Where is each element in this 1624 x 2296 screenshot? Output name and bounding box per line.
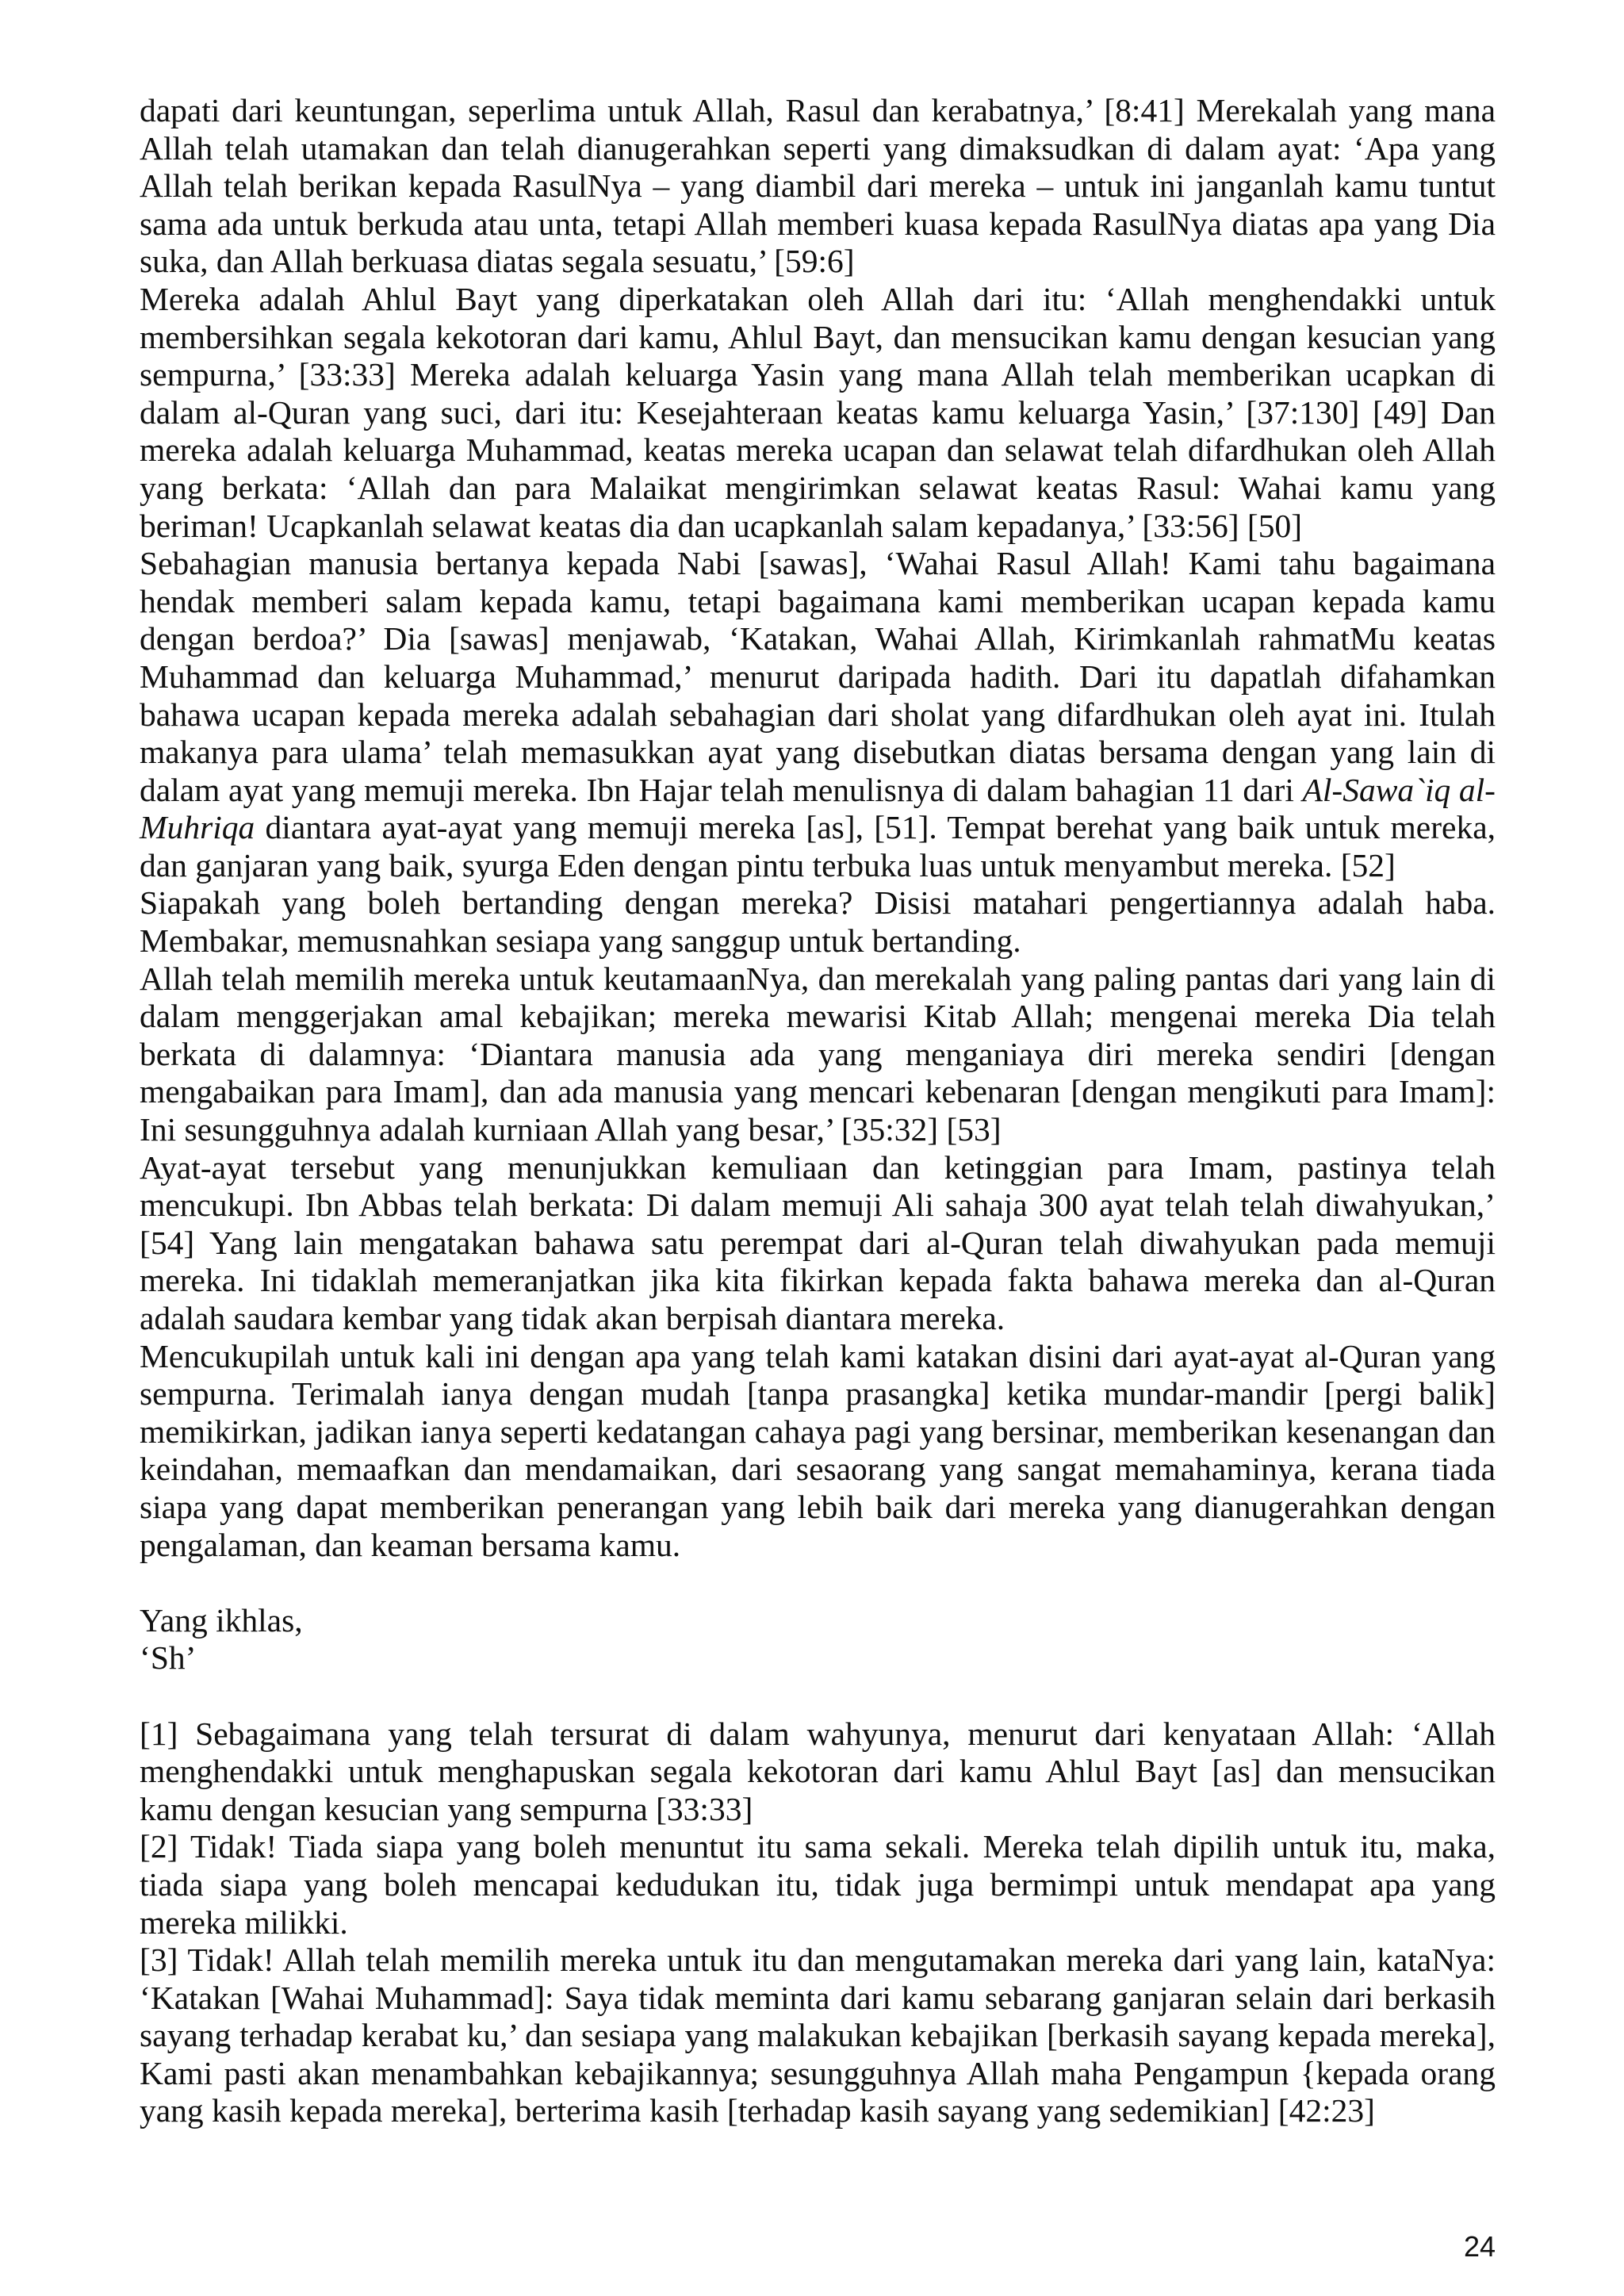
body-paragraph: dapati dari keuntungan, seperlima untuk Allah, Rasul dan kerabatnya,’ [8:41] Merekalah yang mana Allah telah utamakan dan telah dianugerahkan seperti yang dimaksudkan di dalam ayat: ‘Apa yang Allah telah berikan kepada RasulNya – yang diambil dari mereka – untuk ini janganlah kamu tuntut sama ada untuk berkuda atau unta, tetapi Allah memberi kuasa kepada RasulNya diatas apa yang Dia suka, dan Allah berkuasa diatas segala sesuatu,’ [59:6]: [140, 92, 1496, 280]
body-paragraph: Siapakah yang boleh bertanding dengan mereka? Disisi matahari pengertiannya adalah haba. Membakar, memusnahkan sesiapa yang sanggup untuk bertanding.: [140, 884, 1496, 960]
body-paragraph: Mencukupilah untuk kali ini dengan apa yang telah kami katakan disini dari ayat-ayat al-Quran yang sempurna. Terimalah ianya dengan mudah [tanpa prasangka] ketika mundar-mandir [pergi balik] memikirkan, jadikan ianya seperti kedatangan cahaya pagi yang bersinar, memberikan kesenangan dan keindahan, memaafkan dan mendamaikan, dari sesaorang yang sangat memahaminya, kerana tiada siapa yang dapat memberikan penerangan yang lebih baik dari mereka yang dianugerahkan dengan pengalaman, dan keaman bersama kamu.: [140, 1337, 1496, 1563]
book-title: Al-Sawa`iq al-Muhriqa: [140, 771, 1496, 846]
page-number: 24: [1463, 2230, 1496, 2263]
body-paragraph: Ayat-ayat tersebut yang menunjukkan kemuliaan dan ketinggian para Imam, pastinya telah mencukupi. Ibn Abbas telah berkata: Di dalam memuji Ali sahaja 300 ayat telah telah diwahyukan,’ [54] Yang lain mengatakan bahawa satu perempat dari al-Quran telah diwahyukan pada memuji mereka. Ini tidaklah memeranjatkan jika kita fikirkan kepada fakta bahawa mereka dan al-Quran adalah saudara kembar yang tidak akan berpisah diantara mereka.: [140, 1148, 1496, 1336]
footnote: [3] Tidak! Allah telah memilih mereka untuk itu dan mengutamakan mereka dari yang lain, kataNya: ‘Katakan [Wahai Muhammad]: Saya tidak meminta dari kamu sebarang ganjaran selain dari berkasih sayang terhadap kerabat ku,’ dan sesiapa yang malakukan kebajikan [berkasih sayang kepada mereka], Kami pasti akan menambahkan kebajikannya; sesungguhnya Allah maha Pengampun {kepada orang yang kasih kepada mereka], berterima kasih [terhadap kasih sayang yang sedemikian] [42:23]: [140, 1941, 1496, 2129]
footnote: [2] Tidak! Tiada siapa yang boleh menuntut itu sama sekali. Mereka telah dipilih untuk itu, maka, tiada siapa yang boleh mencapai kedudukan itu, tidak juga bermimpi untuk mendapat apa yang mereka milikki.: [140, 1828, 1496, 1941]
closing-salutation: Yang ikhlas,: [140, 1601, 303, 1639]
spacer: [140, 1677, 1496, 1715]
body-paragraph: Allah telah memilih mereka untuk keutamaanNya, dan merekalah yang paling pantas dari yang lain di dalam menggerjakan amal kebajikan; mereka mewarisi Kitab Allah; mengenai mereka Dia telah berkata di dalamnya: ‘Diantara manusia ada yang menganiaya diri mereka sendiri [dengan mengabaikan para Imam], dan ada manusia yang mencari kebenaran [dengan mengikuti para Imam]: Ini sesungguhnya adalah kurniaan Allah yang besar,’ [35:32] [53]: [140, 960, 1496, 1148]
page-content: [140, 92, 1496, 2130]
body-paragraph: [140, 545, 1496, 884]
closing-signature: ‘Sh’: [140, 1639, 197, 1677]
body-paragraph: Mereka adalah Ahlul Bayt yang diperkatakan oleh Allah dari itu: ‘Allah menghendakki untuk membersihkan segala kekotoran dari kamu, Ahlul Bayt, dan mensucikan kamu dengan kesucian yang sempurna,’ [33:33] Mereka adalah keluarga Yasin yang mana Allah telah memberikan ucapkan di dalam al-Quran yang suci, dari itu: Kesejahteraan keatas kamu keluarga Yasin,’ [37:130] [49] Dan mereka adalah keluarga Muhammad, keatas mereka ucapan dan selawat telah difardhukan oleh Allah yang berkata: ‘Allah dan para Malaikat mengirimkan selawat keatas Rasul: Wahai kamu yang beriman! Ucapkanlah selawat keatas dia dan ucapkanlah salam kepadanya,’ [33:56] [50]: [140, 280, 1496, 544]
paragraph-text: Sebahagian manusia bertanya kepada Nabi [sawas], ‘Wahai Rasul Allah! Kami tahu bagaimana hendak memberi salam kepada kamu, tetapi bagaimana kami memberikan ucapan kepada kamu dengan berdoa?’ Dia [sawas] menjawab, ‘Katakan, Wahai Allah, Kirimkanlah rahmatMu keatas Muhammad dan keluarga Muhammad,’ menurut daripada hadith. Dari itu dapatlah difahamkan bahawa ucapan kepada mereka adalah sebahagian dari sholat yang difardhukan oleh ayat ini. Itulah makanya para ulama’ telah memasukkan ayat yang disebutkan diatas bersama dengan yang lain di dalam ayat yang memuji mereka. Ibn Hajar telah menulisnya di dalam bahagian 11 dari: [140, 545, 1496, 808]
footnote: [1] Sebagaimana yang telah tersurat di dalam wahyunya, menurut dari kenyataan Allah: ‘Allah menghendakki untuk menghapuskan segala kekotoran dari kamu Ahlul Bayt [as] dan mensucikan kamu dengan kesucian yang sempurna [33:33]: [140, 1715, 1496, 1827]
spacer: [140, 1564, 1496, 1602]
paragraph-text: diantara ayat-ayat yang memuji mereka [as], [51]. Tempat berehat yang baik untuk mereka, dan ganjaran yang baik, syurga Eden dengan pintu terbuka luas untuk menyambut mereka. [52]: [140, 809, 1496, 884]
